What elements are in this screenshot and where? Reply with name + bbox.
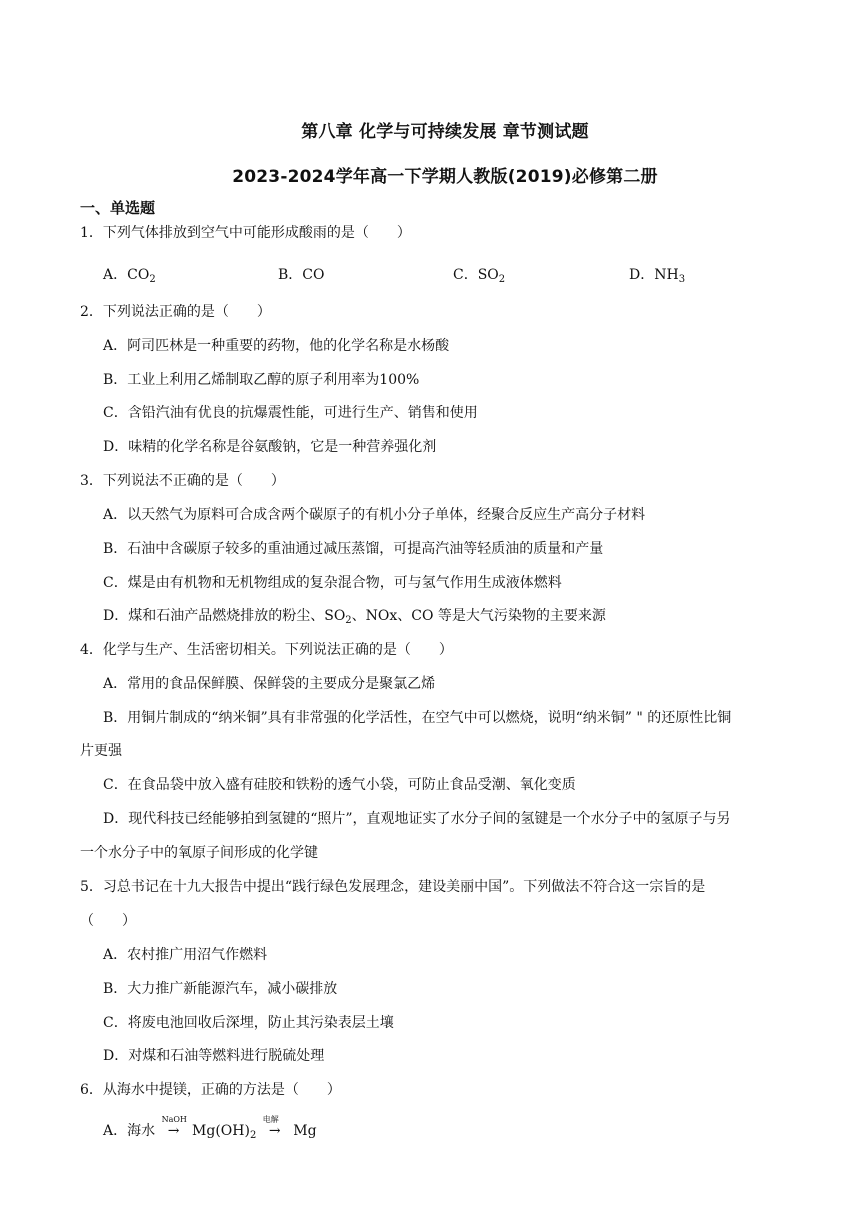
question-3-option-c: C．煤是由有机物和无机物组成的复杂混合物，可与氢气作用生成液体燃料	[103, 575, 562, 591]
question-5-option-d: D．对煤和石油等燃料进行脱硫处理	[103, 1048, 325, 1064]
question-1-option-d: D．$NH_3$	[629, 267, 686, 285]
question-3-option-b: B．石油中含碳原子较多的重油通过减压蒸馏，可提高汽油等轻质油的质量和产量	[103, 541, 604, 557]
reaction-arrow: 电解 →	[262, 1115, 281, 1139]
question-4-option-d-continued: 一个水分子中的氧原子间形成的化学键	[80, 845, 318, 861]
question-1-stem: 1．下列气体排放到空气中可能形成酸雨的是（ ）	[80, 225, 411, 241]
question-5-option-b: B．大力推广新能源汽车，减小碳排放	[103, 981, 338, 997]
question-3-option-d: D．煤和石油产品燃烧排放的粉尘、$SO_2$、NOx、CO 等是大气污染物的主要来源	[103, 608, 606, 626]
question-5-option-c: C．将废电池回收后深埋，防止其污染表层土壤	[103, 1015, 394, 1031]
question-4-option-d: D．现代科技已经能够拍到氢键的“照片”，直观地证实了水分子间的氢键是一个水分子中的氢原子与另	[103, 811, 731, 827]
question-2-option-b: B．工业上利用乙烯制取乙醇的原子利用率为100%	[103, 372, 420, 388]
document-subtitle: 2023-2024学年高一下学期人教版(2019)必修第二册	[232, 167, 658, 187]
question-4-option-c: C．在食品袋中放入盛有硅胶和铁粉的透气小袋，可防止食品受潮、氧化变质	[103, 777, 576, 793]
question-1-option-b: B．CO	[278, 267, 325, 283]
question-4-option-b-continued: 片更强	[80, 743, 122, 759]
question-5-option-a: A．农村推广用沼气作燃料	[103, 947, 268, 963]
question-3-option-a: A．以天然气为原料可合成含两个碳原子的有机小分子单体，经聚合反应生产高分子材料	[103, 507, 646, 523]
question-4-stem: 4．化学与生产、生活密切相关。下列说法正确的是（ ）	[80, 642, 453, 658]
question-6-option-a: A．海水 NaOH → $Mg(OH)_2$ 电解 → Mg	[103, 1115, 317, 1141]
question-2-stem: 2．下列说法正确的是（ ）	[80, 304, 271, 320]
question-5-stem-continued: （ ）	[80, 913, 136, 929]
question-4-option-a: A．常用的食品保鲜膜、保鲜袋的主要成分是聚氯乙烯	[103, 676, 436, 692]
question-1-option-c: C．$SO_2$	[453, 267, 506, 285]
question-1-option-a: A．$CO_2$	[103, 267, 156, 285]
question-4-option-b: B．用铜片制成的“纳米铜”具有非常强的化学活性，在空气中可以燃烧，说明“纳米铜” " 的还原性比铜	[103, 710, 732, 726]
question-2-option-d: D．味精的化学名称是谷氨酸钠，它是一种营养强化剂	[103, 439, 437, 455]
reaction-arrow: NaOH →	[161, 1115, 187, 1139]
document-title: 第八章 化学与可持续发展 章节测试题	[301, 122, 589, 142]
question-2-option-a: A．阿司匹林是一种重要的药物，他的化学名称是水杨酸	[103, 338, 450, 354]
question-2-option-c: C．含铅汽油有优良的抗爆震性能，可进行生产、销售和使用	[103, 405, 478, 421]
question-3-stem: 3．下列说法不正确的是（ ）	[80, 473, 285, 489]
section-heading: 一、单选题	[80, 199, 156, 217]
question-5-stem: 5．习总书记在十九大报告中提出“践行绿色发展理念，建设美丽中国”。下列做法不符合这一宗旨的是	[80, 879, 706, 895]
question-6-stem: 6．从海水中提镁，正确的方法是（ ）	[80, 1082, 341, 1098]
